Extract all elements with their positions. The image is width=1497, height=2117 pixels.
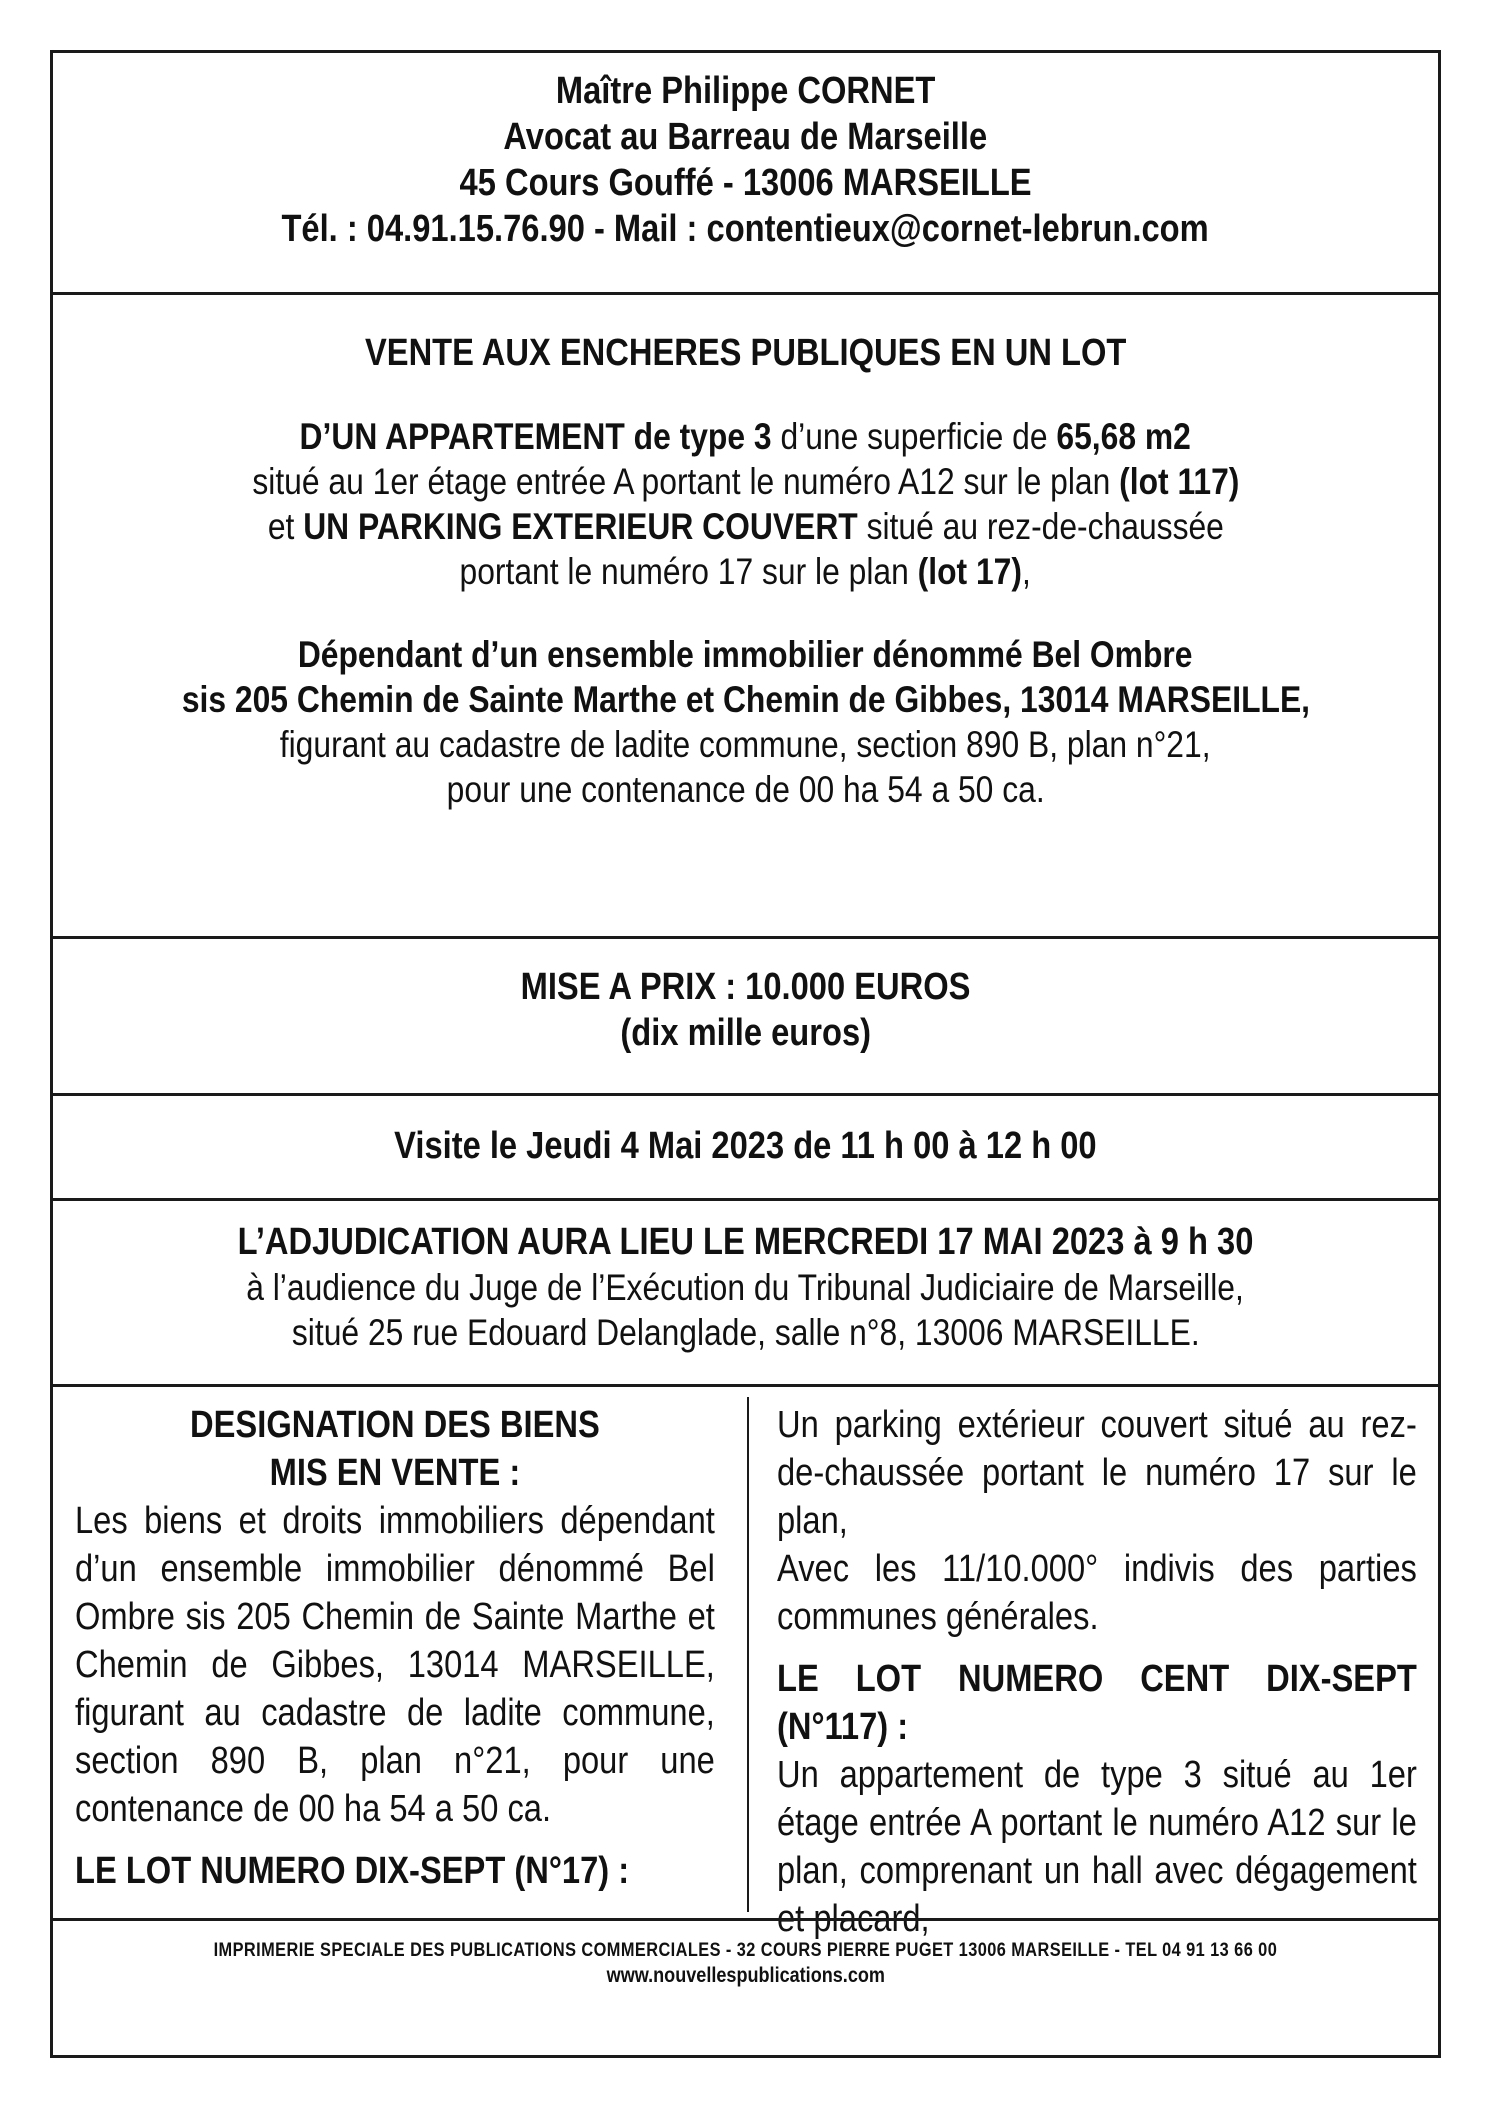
printer-website[interactable]: www.nouvellespublications.com <box>606 1964 885 1987</box>
apartment-description: Un appartement de type 3 situé au 1er étage entrée A portant le numéro A12 sur le plan, comprenant un hall avec dégagement et placard, <box>777 1754 1417 1940</box>
lawyer-contact: Tél. : 04.91.15.76.90 - Mail : contentieux@cornet-lebrun.com <box>281 208 1210 250</box>
printer-info: IMPRIMERIE SPECIALE DES PUBLICATIONS COMMERCIALES - 32 COURS PIERRE PUGET 13006 MARSEILLE - TEL 04 91 13 66 00 <box>213 1940 1278 1961</box>
notice-frame <box>50 50 1441 2058</box>
parking-shares: Avec les 11/10.000° indivis des parties communes générales. <box>777 1548 1417 1638</box>
lawyer-name: Maître Philippe CORNET <box>555 70 936 112</box>
right-column <box>777 1401 1417 1943</box>
starting-price-words: (dix mille euros) <box>620 1012 871 1054</box>
lawyer-header <box>53 53 1438 295</box>
dependency-line-3: figurant au cadastre de ladite commune, section 890 B, plan n°21, <box>280 724 1211 765</box>
adjudication-section <box>53 1201 1438 1387</box>
starting-price: MISE A PRIX : 10.000 EUROS <box>520 966 971 1008</box>
apartment-line-3: et UN PARKING EXTERIEUR COUVERT situé au rez-de-chaussée <box>267 506 1224 547</box>
dependency-line-1: Dépendant d’un ensemble immobilier dénommé Bel Ombre <box>298 634 1193 675</box>
adjudication-court: à l’audience du Juge de l’Exécution du Tribunal Judiciaire de Marseille, <box>246 1267 1245 1308</box>
designation-columns <box>53 1387 1438 1940</box>
sale-title: VENTE AUX ENCHERES PUBLIQUES EN UN LOT <box>364 332 1127 374</box>
dependency-line-2: sis 205 Chemin de Sainte Marthe et Chemin de Gibbes, 13014 MARSEILLE, <box>181 679 1310 720</box>
visit-section <box>53 1096 1438 1201</box>
apartment-line-1: D’UN APPARTEMENT de type 3 d’une superficie de 65,68 m2 <box>299 416 1192 457</box>
lawyer-address: 45 Cours Gouffé - 13006 MARSEILLE <box>459 162 1032 204</box>
price-section <box>53 939 1438 1096</box>
designation-title-1: DESIGNATION DES BIENS <box>190 1404 600 1446</box>
sale-section <box>53 295 1438 939</box>
left-column <box>75 1401 715 1895</box>
parking-description: Un parking extérieur couvert situé au rez-de-chaussée portant le numéro 17 sur le plan, <box>777 1404 1417 1542</box>
adjudication-address: situé 25 rue Edouard Delanglade, salle n°8, 13006 MARSEILLE. <box>291 1312 1200 1353</box>
designation-title-2: MIS EN VENTE : <box>269 1452 521 1494</box>
column-divider <box>747 1397 749 1912</box>
visit-date: Visite le Jeudi 4 Mai 2023 de 11 h 00 à 12 h 00 <box>394 1125 1097 1167</box>
dependency-line-4: pour une contenance de 00 ha 54 a 50 ca. <box>446 769 1045 810</box>
lot117-title: LE LOT NUMERO CENT DIX-SEPT (N°117) : <box>777 1658 1417 1748</box>
printer-footer <box>53 1918 1438 2055</box>
apartment-line-4: portant le numéro 17 sur le plan (lot 17), <box>459 551 1032 592</box>
lawyer-title: Avocat au Barreau de Marseille <box>503 116 988 158</box>
lot17-title: LE LOT NUMERO DIX-SEPT (N°17) : <box>75 1850 630 1892</box>
designation-body: Les biens et droits immobiliers dépendant d’un ensemble immobilier dénommé Bel Ombre sis 205 Chemin de Sainte Marthe et Chemin de Gibbes, 13014 MARSEILLE, figurant au cadastre de ladite commune, section 890 B, plan n°21, pour une contenance de 00 ha 54 a 50 ca. <box>75 1500 715 1830</box>
adjudication-date: L’ADJUDICATION AURA LIEU LE MERCREDI 17 MAI 2023 à 9 h 30 <box>237 1221 1254 1263</box>
apartment-line-2: situé au 1er étage entrée A portant le numéro A12 sur le plan (lot 117) <box>251 461 1240 502</box>
